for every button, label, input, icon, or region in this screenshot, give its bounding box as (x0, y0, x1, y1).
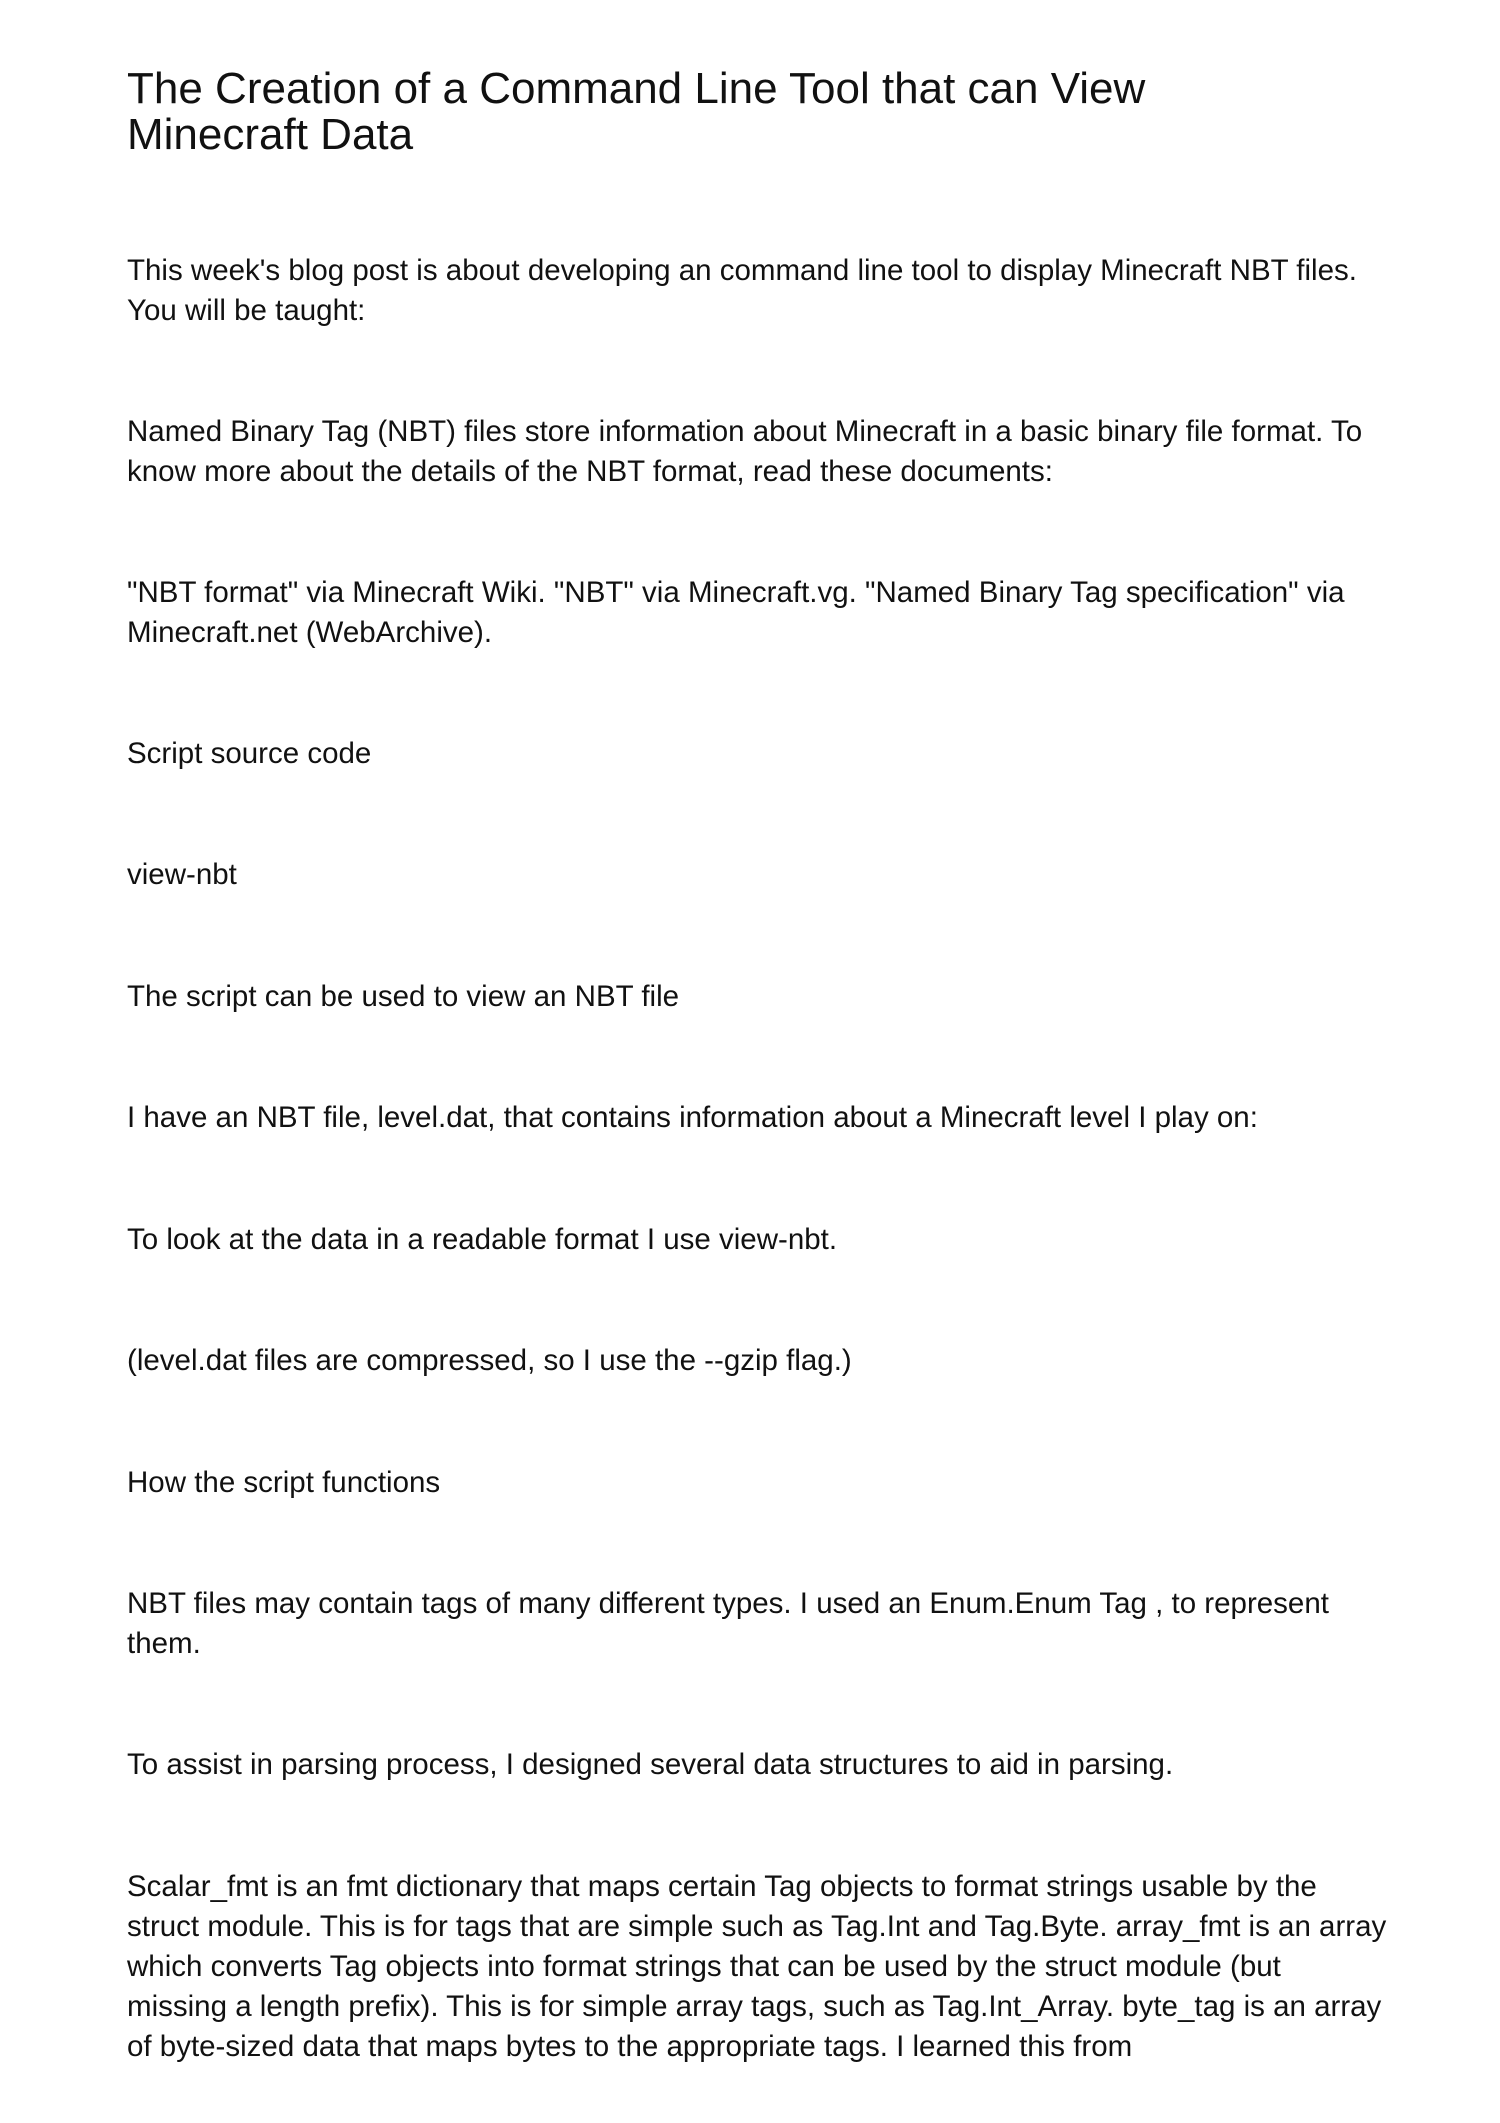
script-name-paragraph: view-nbt (127, 858, 237, 891)
section-heading-source-code: Script source code (127, 737, 372, 770)
readable-format-paragraph: To look at the data in a readable format I use view-nbt. (127, 1223, 838, 1256)
scalar-fmt-paragraph: Scalar_fmt is an fmt dictionary that maps certain Tag objects to format strings usable by the struct module. This is for tags that are simple such as Tag.Int and Tag.Byte. array_fmt is an array which converts Tag objects into format strings that can be used by the struct module (but missing a length prefix). This is for simple array tags, such as Tag.Int_Array. byte_tag is an array of byte-sized data that maps bytes to the appropriate tags. I learned this from (127, 1870, 1387, 2063)
intro-paragraph: This week's blog post is about developing an command line tool to display Minecraft NBT files. You will be taught: (127, 254, 1357, 327)
gzip-note-paragraph: (level.dat files are compressed, so I use the --gzip flag.) (127, 1344, 852, 1377)
level-dat-paragraph: I have an NBT file, level.dat, that contains information about a Minecraft level I play on: (127, 1101, 1258, 1134)
references-paragraph: "NBT format" via Minecraft Wiki. "NBT" via Minecraft.vg. "Named Binary Tag specification" via Minecraft.net (WebArchive). (127, 576, 1345, 649)
data-structures-paragraph: To assist in parsing process, I designed several data structures to aid in parsing. (127, 1748, 1174, 1781)
tag-types-paragraph: NBT files may contain tags of many different types. I used an Enum.Enum Tag , to represent them. (127, 1587, 1329, 1660)
document-title: The Creation of a Command Line Tool that can View Minecraft Data (127, 64, 1146, 159)
script-usage-paragraph: The script can be used to view an NBT file (127, 980, 680, 1013)
section-heading-how-it-works: How the script functions (127, 1466, 441, 1499)
nbt-description-paragraph: Named Binary Tag (NBT) files store information about Minecraft in a basic binary file format. To know more about the details of the NBT format, read these documents: (127, 415, 1363, 488)
